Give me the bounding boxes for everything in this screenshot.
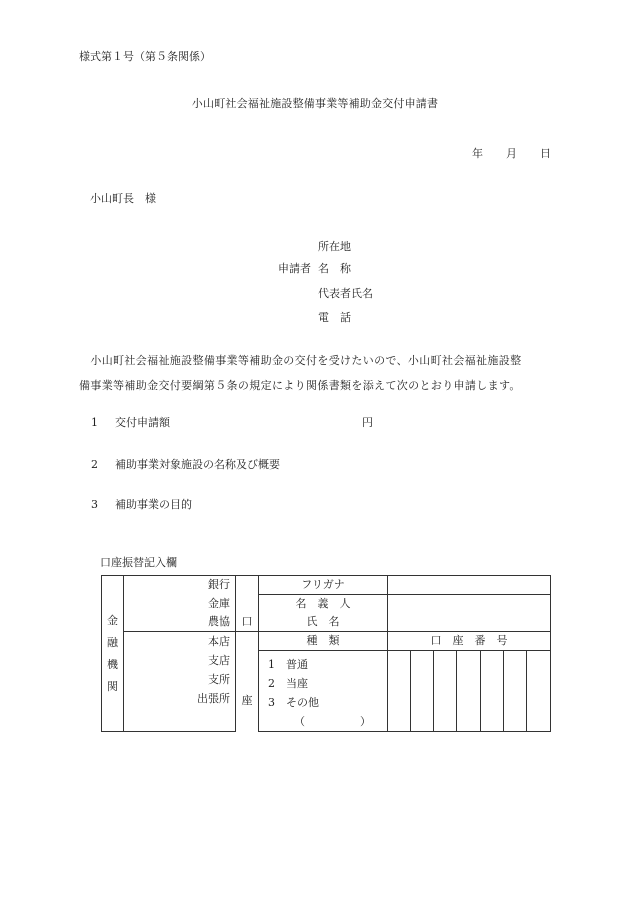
institution-type-nokyo: 農協 (124, 613, 236, 632)
bank-account-table (101, 575, 551, 732)
item-label: 補助事業の目的 (115, 498, 192, 511)
document-title: 小山町社会福祉施設整備事業等補助金交付申請書 (191, 97, 439, 110)
applicant-name-label: 名 称 (318, 262, 351, 275)
applicant-phone-label: 電 話 (318, 311, 351, 324)
account-digit-2[interactable] (411, 651, 434, 732)
account-type-other-detail[interactable]: （ ） (294, 715, 371, 728)
item-label: 交付申請額 (115, 416, 170, 429)
yen-unit: 円 (362, 416, 373, 429)
furigana-label: フリガナ (259, 576, 388, 595)
item-request-amount (91, 416, 170, 430)
institution-type-shinkin: 金庫 (124, 595, 236, 614)
date-year: 年 (472, 147, 483, 160)
account-digit-4[interactable] (457, 651, 481, 732)
date-day: 日 (540, 147, 551, 160)
body-text-line-1: 小山町社会福祉施設整備事業等補助金の交付を受けたいので、小山町社会福祉施設整 (79, 354, 522, 367)
account-digit-6[interactable] (504, 651, 527, 732)
account-type-current[interactable]: 2 当座 (268, 677, 308, 690)
addressee: 小山町長 様 (90, 192, 156, 205)
account-number-header: 口 座 番 号 (388, 632, 551, 651)
institution-type-bank: 銀行 (124, 576, 236, 595)
holder-label-line-1: 名 義 人 (259, 595, 388, 614)
account-char-2: 座 (236, 632, 259, 732)
account-type-other[interactable]: 3 その他 (268, 696, 319, 709)
financial-institution-label: 金 融 機 関 (102, 576, 124, 732)
account-char-1: 口 (236, 613, 259, 632)
item-number: 2 (91, 458, 98, 471)
account-label-mid (236, 595, 259, 614)
item-number: 3 (91, 498, 98, 511)
account-type-options[interactable] (259, 651, 388, 732)
account-digit-7[interactable] (527, 651, 551, 732)
bank-section-label: 口座振替記入欄 (100, 556, 177, 569)
account-type-ordinary[interactable]: 1 普通 (268, 658, 308, 671)
item-project-purpose (91, 498, 192, 512)
body-text-line-2: 備事業等補助金交付要綱第５条の規定により関係書類を添えて次のとおり申請します。 (79, 379, 521, 392)
account-digit-3[interactable] (434, 651, 457, 732)
account-type-header: 種 類 (259, 632, 388, 651)
item-label: 補助事業対象施設の名称及び概要 (115, 458, 280, 471)
form-number: 様式第１号（第５条関係） (79, 50, 211, 63)
date-month: 月 (506, 147, 517, 160)
holder-label-line-2: 氏 名 (259, 613, 388, 632)
account-digit-1[interactable] (388, 651, 411, 732)
applicant-representative-label: 代表者氏名 (318, 287, 373, 300)
account-digit-5[interactable] (481, 651, 504, 732)
applicant-address-label: 所在地 (318, 240, 351, 253)
furigana-field[interactable] (388, 576, 551, 595)
account-label-top (236, 576, 259, 595)
applicant-prefix: 申請者 (278, 262, 311, 275)
item-facility-overview (91, 458, 280, 472)
branch-types: 本店 支店 支所 出張所 (124, 632, 236, 732)
item-number: 1 (91, 416, 98, 429)
holder-name-field[interactable] (388, 595, 551, 632)
